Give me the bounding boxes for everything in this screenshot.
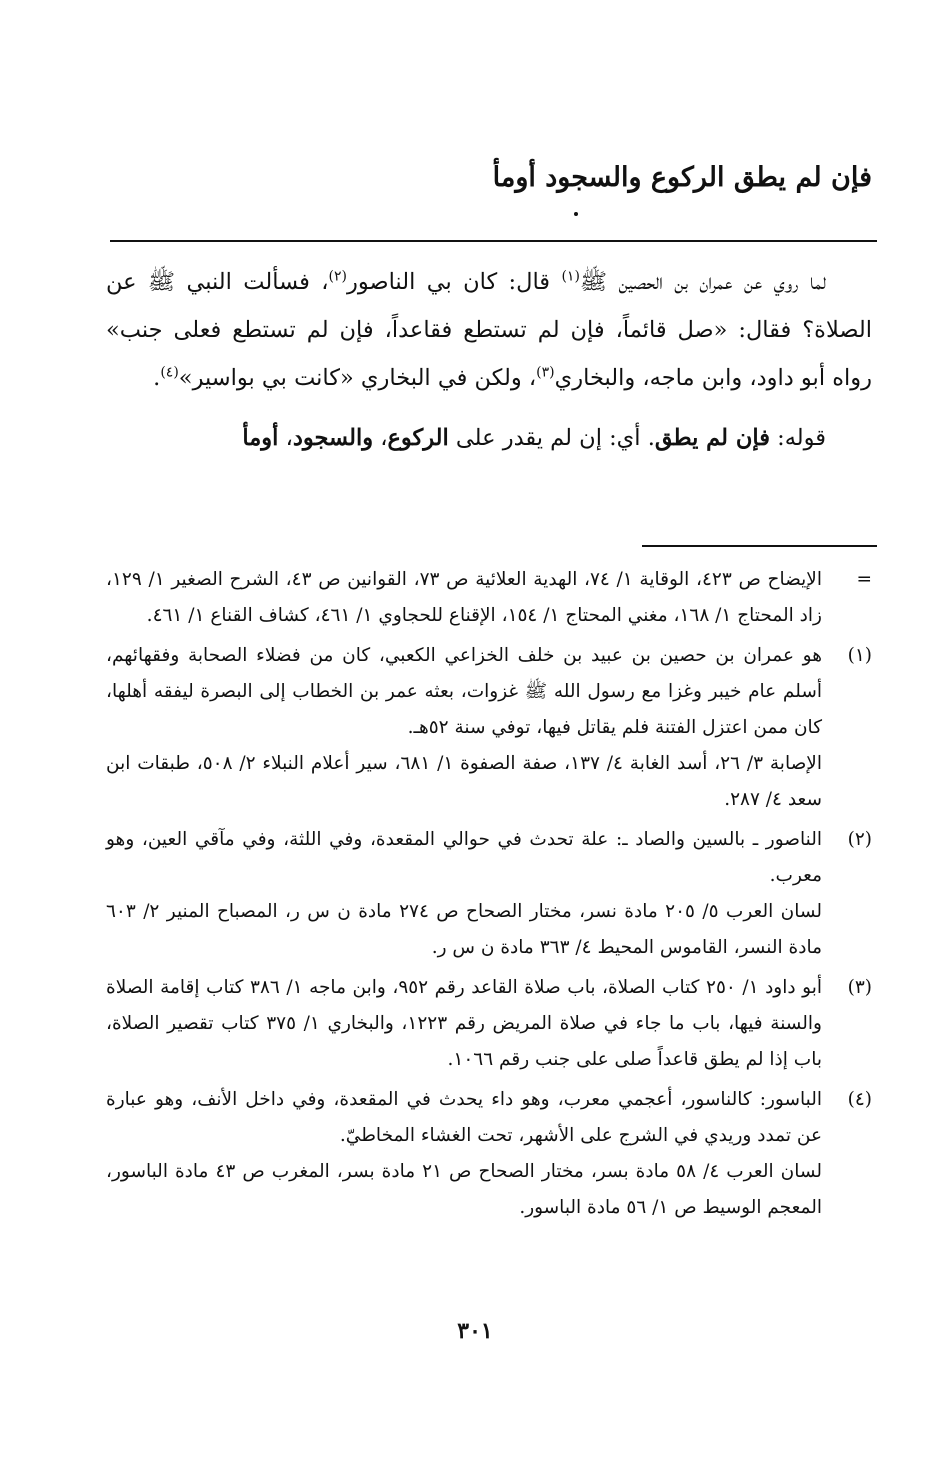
footnote-ref-4[interactable]: (٤) xyxy=(160,364,179,381)
commentary-paragraph: قوله: فإن لم يطق. أي: إن لم يقدر على الركوع، والسجود، أومأ xyxy=(242,425,826,451)
footnote-ref-3[interactable]: (٣) xyxy=(536,364,555,381)
footnote-marker: = xyxy=(856,569,872,590)
footnote-marker: (٣) xyxy=(847,977,872,998)
main-text xyxy=(106,258,872,462)
footnote-continuation xyxy=(106,562,872,634)
footnote-marker: (٢) xyxy=(847,829,872,850)
footnote-marker: (١) xyxy=(847,645,872,666)
quoted-matn-4: أومأ xyxy=(242,425,279,451)
matn-heading: فإن لم يطق الركوع والسجود أومأ xyxy=(492,162,872,193)
heading-rule xyxy=(110,240,877,242)
footnote-text: الإيضاح ص ٤٢٣، الوقاية ١/ ٧٤، الهدية العلائية ص ٧٣، القوانين ص ٤٣، الشرح الصغير ١/ ١٢٩، زاد المحتاج ١/ ١٦٨، مغني المحتاج ١/ ١٥٤، الإقناع للحجاوي ١/ ٤٦١، كشاف القناع ١/ ٤٦١. xyxy=(106,569,822,626)
footnote-separator xyxy=(642,545,877,547)
footnotes xyxy=(106,562,872,1230)
hadith-paragraph: لما روي عن عمران بن الحصين ﷺ$^{(١)}$ قال: كان بي الناصور$^{(٢)}$، فسألت النبي ﷺ عن الصلاة؟ فقال: «صل قائماً، فإن لم تستطع فقاعداً، فإن لم تستطع فعلى جنب» رواه أبو داود، وابن ماجه، والبخاري$^{(٣)}$، ولكن في البخاري «كانت بي بواسير»$^{(٤)}$. xyxy=(106,268,872,391)
footnote-1 xyxy=(106,638,872,818)
footnote-sources: الإصابة ٣/ ٢٦، أسد الغابة ٤/ ١٣٧، صفة الصفوة ١/ ٦٨١، سير أعلام النبلاء ٢/ ٥٠٨، طبقات ابن سعد ٤/ ٢٨٧. xyxy=(106,753,822,810)
footnote-sources: لسان العرب ٤/ ٥٨ مادة بسر، مختار الصحاح ص ٢١ مادة بسر، المغرب ص ٤٣ مادة الباسور، المعجم الوسيط ص ١/ ٥٦ مادة الباسور. xyxy=(106,1161,822,1218)
footnote-text: الباسور: كالناسور، أعجمي معرب، وهو داء يحدث في المقعدة، وفي داخل الأنف، وهو عبارة عن تمدد وريدي في الشرج على الأشهر، تحت الغشاء المخاطيّ. xyxy=(106,1089,822,1146)
quoted-matn-2: الركوع xyxy=(387,425,449,451)
footnote-ref-2[interactable]: (٢) xyxy=(328,268,347,285)
footnote-3 xyxy=(106,970,872,1078)
footnote-ref-1[interactable]: (١) xyxy=(561,268,580,285)
footnote-marker: (٤) xyxy=(847,1089,872,1110)
page-number: ٣٠١ xyxy=(457,1318,493,1344)
footnote-text: الناصور ـ بالسين والصاد ـ: علة تحدث في حوالي المقعدة، وفي اللثة، وفي مآقي العين، وهو معرب. xyxy=(106,829,822,886)
paragraph-gap xyxy=(106,402,872,414)
quoted-matn-1: فإن لم يطق xyxy=(654,425,770,451)
heading-dot xyxy=(574,212,578,216)
footnote-2 xyxy=(106,822,872,966)
footnote-sources: لسان العرب ٥/ ٢٠٥ مادة نسر، مختار الصحاح ص ٢٧٤ مادة ن س ر، المصباح المنير ٢/ ٦٠٣ مادة النسر، القاموس المحيط ٤/ ٣٦٣ مادة ن س ر. xyxy=(106,901,822,958)
quoted-matn-3: والسجود xyxy=(292,425,374,451)
footnote-text: أبو داود ١/ ٢٥٠ كتاب الصلاة، باب صلاة القاعد رقم ٩٥٢، وابن ماجه ١/ ٣٨٦ كتاب إقامة الصلاة والسنة فيها، باب ما جاء في صلاة المريض رقم ١٢٢٣، والبخاري ١/ ٣٧٥ كتاب تقصير الصلاة، باب إذا لم يطق قاعداً صلى على جنب رقم ١٠٦٦. xyxy=(106,977,822,1070)
footnote-text: هو عمران بن حصين بن عبيد بن خلف الخزاعي الكعبي، كان من فضلاء الصحابة وفقهائهم، أسلم عام خيبر وغزا مع رسول الله ﷺ غزوات، بعثه عمر بن الخطاب إلى البصرة ليفقه أهلها، كان ممن اعتزل الفتنة فلم يقاتل فيها، توفي سنة ٥٢هـ. xyxy=(106,645,822,738)
footnote-4 xyxy=(106,1082,872,1226)
